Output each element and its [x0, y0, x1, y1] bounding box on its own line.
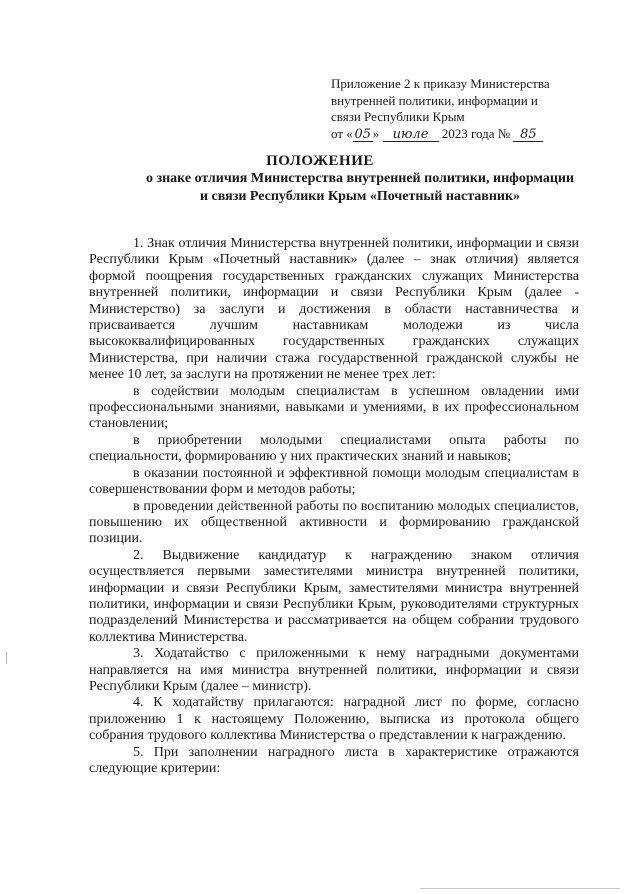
- paragraph-1c: в оказании постоянной и эффективной помощи молодым специалистам в совершенствовании форм и методов работы;: [89, 465, 579, 498]
- order-number-handwritten: 85: [513, 128, 543, 142]
- paragraph-1a: в содействии молодым специалистам в успешном овладении ими профессиональными знаниями, навыками и умениями, в их профессиональном становлении;: [89, 383, 579, 432]
- date-month-handwritten: июле: [383, 128, 439, 142]
- date-day-handwritten: 05: [354, 126, 372, 142]
- date-mid: »: [372, 125, 380, 141]
- paragraph-1d: в проведении действенной работы по воспитанию молодых специалистов, повышению их общественной активности и формированию гражданской позиции.: [89, 498, 579, 547]
- document-title: ПОЛОЖЕНИЕ: [266, 153, 374, 169]
- appendix-line-2: внутренней политики, информации и: [331, 92, 538, 108]
- paragraph-2: 2. Выдвижение кандидатур к награждению знаком отличия осуществляется первыми заместителями министра внутренней политики, информации и связи Республики Крым, заместителями министра внутренней политики, информации и связи Республики Крым, руководителями структурных подразделений Министерства и рассматривается на общем собрании трудового коллектива Министерства.: [89, 547, 579, 645]
- paragraph-5: 5. При заполнении наградного листа в характеристике отражаются следующие критерии:: [89, 744, 579, 776]
- appendix-line-3: связи Республики Крым: [331, 109, 465, 124]
- bottom-rule: [420, 888, 620, 889]
- date-prefix: от «: [331, 125, 353, 141]
- document-subtitle: [120, 170, 600, 206]
- margin-scan-mark: [6, 652, 7, 664]
- appendix-header: [331, 76, 601, 142]
- subtitle-line-2: и связи Республики Крым «Почетный наставник»: [199, 189, 521, 204]
- date-year: 2023 года №: [441, 125, 511, 141]
- paragraph-1: 1. Знак отличия Министерства внутренней политики, информации и связи Республики Крым «Почетный наставник» (далее – знак отличия) является формой поощрения государственных гражданских служащих Министерства внутренней политики, информации и связи Республики Крым (далее - Министерство) за заслуги и достижения в области наставничества и присваивается лучшим наставникам молодежи из числа высококвалифицированных государственных гражданских служащих Министерства, при наличии стажа государственной гражданской службы не менее 10 лет, за заслуги на протяжении не менее трех лет:: [89, 236, 579, 383]
- paragraph-3: 3. Ходатайство с приложенными к нему наградными документами направляется на имя министра внутренней политики, информации и связи Республики Крым (далее – министр).: [89, 646, 579, 694]
- paragraph-4: 4. К ходатайству прилагаются: наградной лист по форме, согласно приложению 1 к настоящему Положению, выписка из протокола общего собрания трудового коллектива Министерства о представлении к награждению.: [89, 695, 579, 744]
- appendix-date-line: [331, 126, 601, 143]
- document-body: [89, 236, 579, 777]
- subtitle-line-1: о знаке отличия Министерства внутренней политики, информации: [145, 171, 575, 186]
- appendix-line-1: Приложение 2 к приказу Министерства: [331, 76, 550, 91]
- paragraph-1b: в приобретении молодыми специалистами опыта работы по специальности, формированию у них практических знаний и навыков;: [89, 432, 579, 465]
